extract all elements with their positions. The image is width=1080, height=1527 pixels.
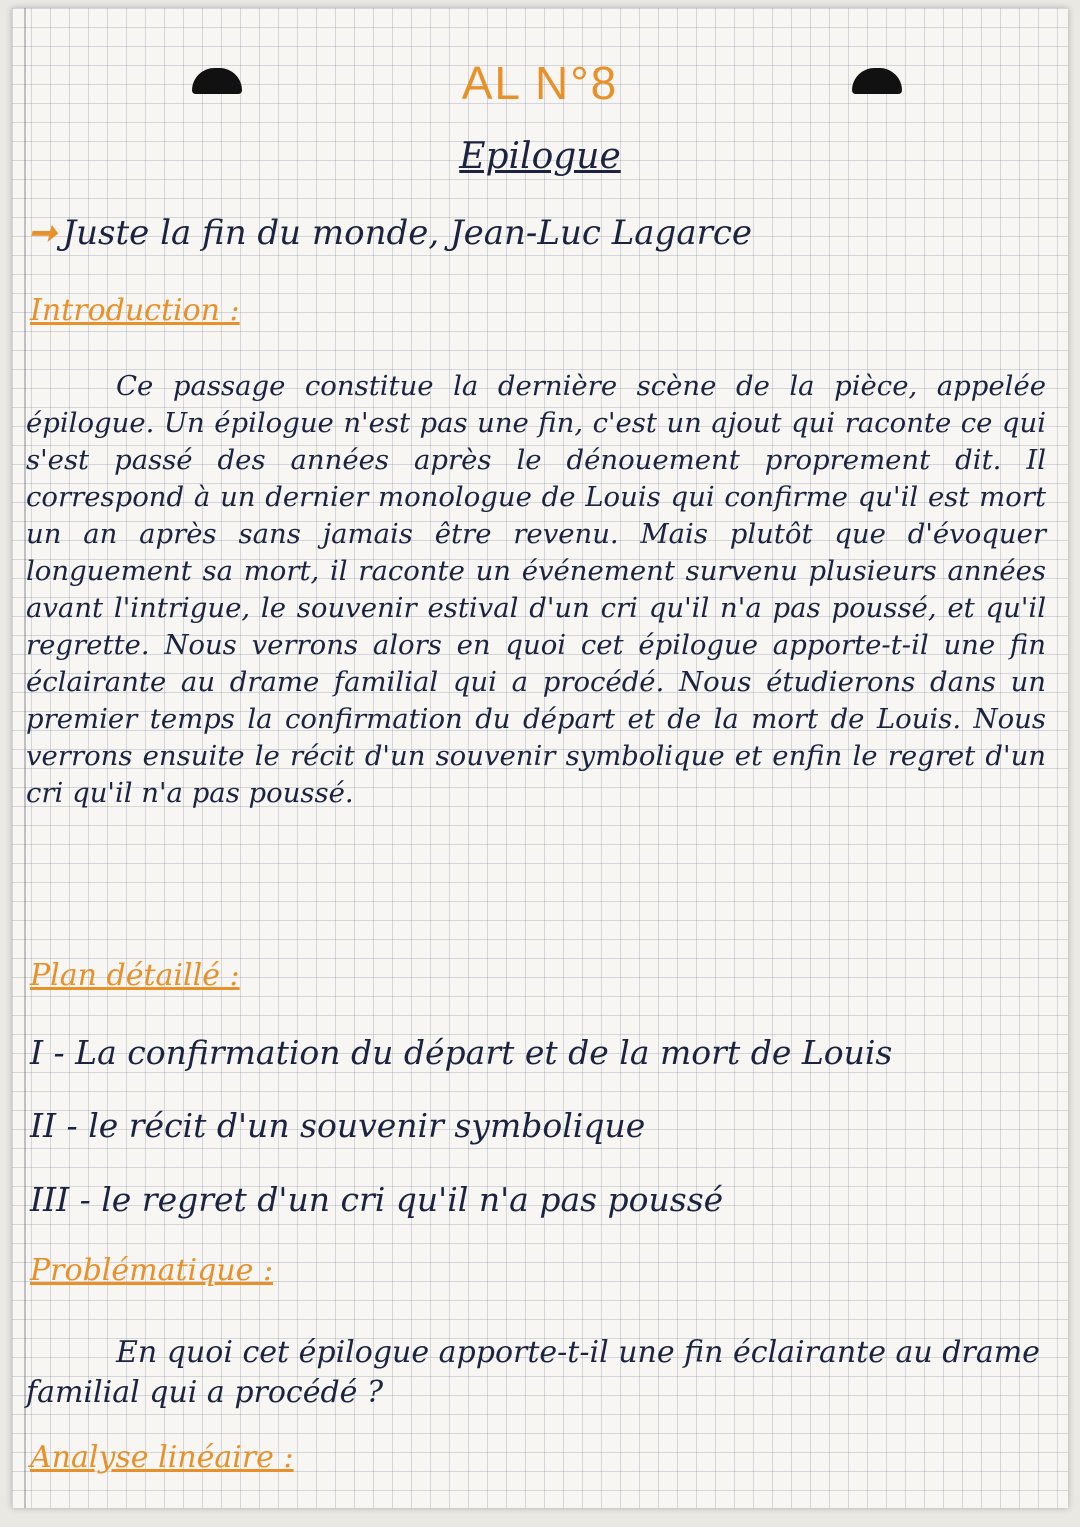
right-arrow-icon: ➞ xyxy=(28,213,57,253)
problematique-paragraph xyxy=(26,1333,1046,1413)
book-reference-text: Juste la fin du monde, Jean-Luc Lagarce xyxy=(62,213,753,253)
problematique-heading: Problématique : xyxy=(30,1253,274,1288)
book-reference xyxy=(28,213,752,253)
introduction-text: Ce passage constitue la dernière scène de la pièce, appelée épilogue. Un épilogue n'est pas une fin, c'est un ajout qui raconte ce qui s'est passé des années après le dénouement proprement dit. Il correspond à un dernier monologue de Louis qui confirme qu'il est mort un an après sans jamais être revenu. Mais plutôt que d'évoquer longuement sa mort, il raconte un événement survenu plusieurs années avant l'intrigue, le souvenir estival d'un cri qu'il n'a pas poussé, et qu'il regrette. Nous verrons alors en quoi cet épilogue apporte-t-il une fin éclairante au drame familial qui a procédé. Nous étudierons dans un premier temps la confirmation du départ et de la mort de Louis. Nous verrons ensuite le récit d'un souvenir symbolique et enfin le regret d'un cri qu'il n'a pas poussé. xyxy=(26,370,1046,809)
plan-heading: Plan détaillé : xyxy=(30,958,240,993)
plan-item-3: III - le regret d'un cri qu'il n'a pas poussé xyxy=(30,1180,724,1219)
introduction-paragraph xyxy=(26,368,1046,812)
problematique-text: En quoi cet épilogue apporte-t-il une fin éclairante au drame familial qui a procédé ? xyxy=(26,1335,1040,1410)
page-title: AL N°8 xyxy=(461,57,619,109)
plan-item-2: II - le récit d'un souvenir symbolique xyxy=(30,1106,646,1145)
page-subtitle: Epilogue xyxy=(459,136,621,177)
analyse-heading: Analyse linéaire : xyxy=(30,1440,294,1475)
plan-item-1: I - La confirmation du départ et de la mort de Louis xyxy=(30,1033,893,1072)
introduction-heading: Introduction : xyxy=(30,293,240,328)
notebook-page xyxy=(12,8,1068,1508)
